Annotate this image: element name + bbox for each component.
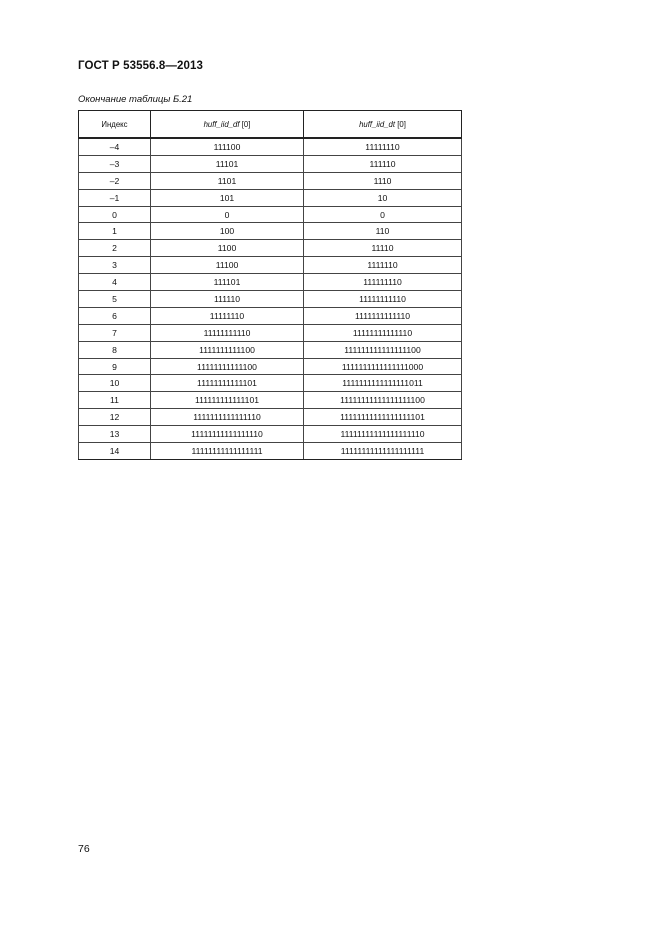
huff-iid-dt-cell: 11110 <box>304 240 462 257</box>
index-cell: 0 <box>79 206 151 223</box>
index-cell: 9 <box>79 358 151 375</box>
huff-iid-df-cell: 1100 <box>151 240 304 257</box>
index-cell: –3 <box>79 155 151 172</box>
page-number: 76 <box>78 843 90 855</box>
huff-iid-df-cell: 11111110 <box>151 307 304 324</box>
index-cell: 1 <box>79 223 151 240</box>
index-cell: –4 <box>79 138 151 155</box>
table-row <box>79 240 462 257</box>
huff-iid-df-cell: 100 <box>151 223 304 240</box>
table-row <box>79 189 462 206</box>
table-row <box>79 358 462 375</box>
index-cell: 6 <box>79 307 151 324</box>
table-row <box>79 172 462 189</box>
table-row <box>79 324 462 341</box>
huff-iid-dt-cell: 1110 <box>304 172 462 189</box>
huff-iid-dt-cell: 111111111111111100 <box>304 341 462 358</box>
index-cell: 8 <box>79 341 151 358</box>
huff-iid-df-cell: 1111111111111110 <box>151 409 304 426</box>
huff-iid-dt-cell: 111110 <box>304 155 462 172</box>
table-caption: Окончание таблицы Б.21 <box>78 94 193 105</box>
huff-iid-df-cell: 11111111111111110 <box>151 426 304 443</box>
huff-iid-dt-cell: 1111111111111111000 <box>304 358 462 375</box>
table-row <box>79 426 462 443</box>
column-header-huff-iid-dt <box>304 111 462 139</box>
huff-iid-df-cell: 111101 <box>151 274 304 291</box>
document-header: ГОСТ Р 53556.8—2013 <box>78 60 203 72</box>
index-cell: 14 <box>79 443 151 460</box>
table-row <box>79 307 462 324</box>
huff-iid-dt-cell: 111111110 <box>304 274 462 291</box>
huff-iid-df-cell: 1111111111100 <box>151 341 304 358</box>
index-cell: 2 <box>79 240 151 257</box>
huff-iid-dt-cell: 11111111111111111100 <box>304 392 462 409</box>
table-row <box>79 257 462 274</box>
index-cell: 10 <box>79 375 151 392</box>
table-row <box>79 206 462 223</box>
huff-iid-dt-cell: 1111111111111111011 <box>304 375 462 392</box>
huff-iid-df-cell: 111110 <box>151 291 304 308</box>
huff-iid-dt-cell: 1111110 <box>304 257 462 274</box>
huff-iid-dt-cell: 0 <box>304 206 462 223</box>
huff-iid-dt-cell: 1111111111110 <box>304 307 462 324</box>
huff-iid-df-cell: 101 <box>151 189 304 206</box>
huff-iid-df-cell: 11111111110 <box>151 324 304 341</box>
table-row <box>79 409 462 426</box>
index-cell: 3 <box>79 257 151 274</box>
table-row <box>79 375 462 392</box>
huff-iid-dt-cell: 11111111111111111101 <box>304 409 462 426</box>
index-cell: –1 <box>79 189 151 206</box>
column-header-huff-iid-df <box>151 111 304 139</box>
huff-iid-df-cell: 1101 <box>151 172 304 189</box>
column-header-label: huff_iid_dt <box>359 119 396 129</box>
huff-iid-df-cell: 11111111111111111 <box>151 443 304 460</box>
huff-iid-dt-cell: 11111111111111111111 <box>304 443 462 460</box>
huff-iid-df-cell: 111100 <box>151 138 304 155</box>
table-row <box>79 223 462 240</box>
table-row <box>79 155 462 172</box>
huff-iid-dt-cell: 11111111111111111110 <box>304 426 462 443</box>
column-header-suffix: [0] <box>395 119 406 129</box>
huff-iid-df-cell: 11101 <box>151 155 304 172</box>
huff-iid-dt-cell: 110 <box>304 223 462 240</box>
index-cell: 11 <box>79 392 151 409</box>
huff-iid-dt-cell: 11111111110 <box>304 291 462 308</box>
column-header-label: huff_iid_df <box>203 119 240 129</box>
huff-iid-df-cell: 11111111111101 <box>151 375 304 392</box>
index-cell: 13 <box>79 426 151 443</box>
huffman-table <box>78 110 462 460</box>
column-header-index <box>79 111 151 139</box>
index-cell: 4 <box>79 274 151 291</box>
column-header-label: Индекс <box>101 119 128 129</box>
index-cell: 12 <box>79 409 151 426</box>
table-body <box>79 138 462 459</box>
table-row <box>79 341 462 358</box>
table-row <box>79 291 462 308</box>
huff-iid-df-cell: 0 <box>151 206 304 223</box>
huff-iid-df-cell: 11100 <box>151 257 304 274</box>
index-cell: –2 <box>79 172 151 189</box>
table-row <box>79 138 462 155</box>
huff-iid-dt-cell: 11111111111110 <box>304 324 462 341</box>
huff-iid-df-cell: 111111111111101 <box>151 392 304 409</box>
table-row <box>79 274 462 291</box>
huff-iid-dt-cell: 11111110 <box>304 138 462 155</box>
column-header-suffix: [0] <box>239 119 251 129</box>
table-header-row <box>79 111 462 139</box>
huff-iid-dt-cell: 10 <box>304 189 462 206</box>
huff-iid-df-cell: 11111111111100 <box>151 358 304 375</box>
index-cell: 5 <box>79 291 151 308</box>
table-row <box>79 392 462 409</box>
index-cell: 7 <box>79 324 151 341</box>
table-row <box>79 443 462 460</box>
